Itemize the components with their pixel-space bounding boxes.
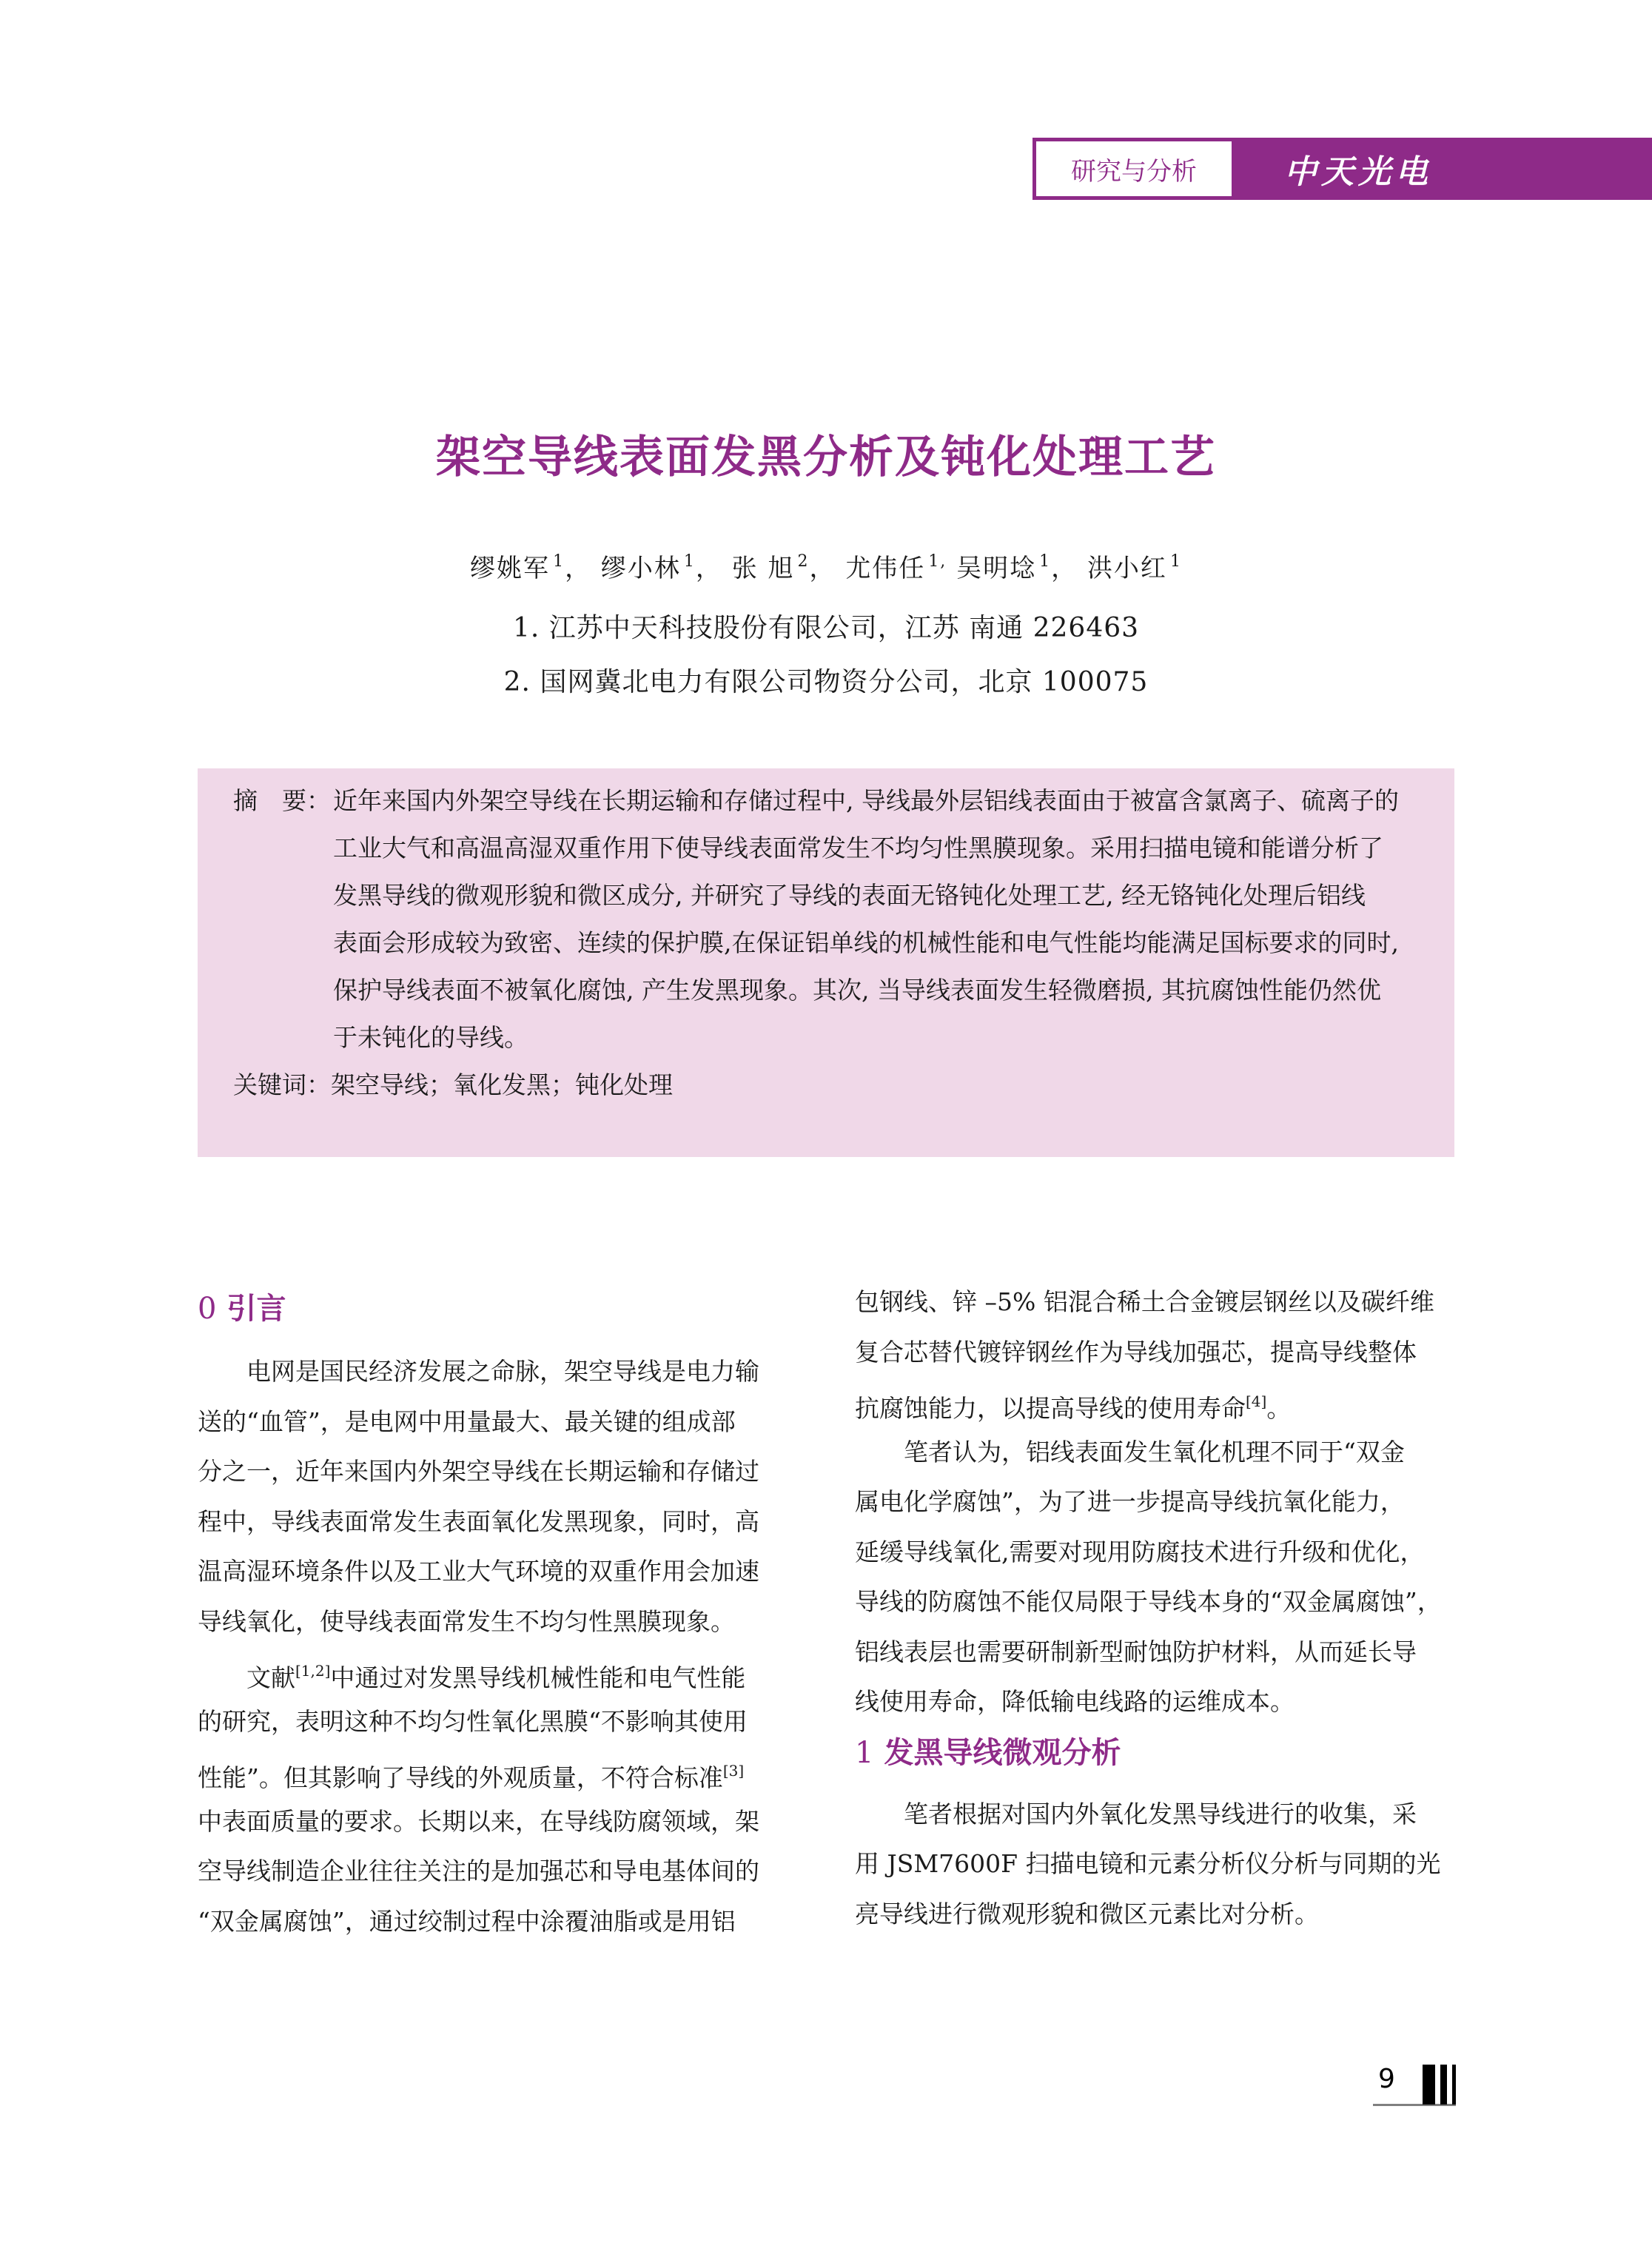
keywords-text: 架空导线；氧化发黑；钝化处理	[331, 1070, 673, 1099]
author: 缪小林 $^1$	[600, 552, 696, 583]
left-column	[198, 1283, 812, 1946]
section-heading-0: 0 引言	[198, 1291, 286, 1326]
footer-bar-icon	[1423, 2065, 1435, 2105]
author-list: 缪姚军 $^1$， 缪小林 $^1$， 张 旭 $^2$， 尤伟任 $^{1,}$ 吴明埝 $^1$， 洪小红 $^1$	[470, 552, 1182, 583]
author: 尤伟任 $^{1,}$	[845, 552, 947, 583]
abstract-text: 近年来国内外架空导线在长期运输和存储过程中, 导线最外层铝线表面由于被富含氯离子、硫离子的 工业大气和高温高湿双重作用下使导线表面常发生不均匀性黑膜现象。采用扫描电镜和能谱分析了 发黑导线的微观形貌和微区成分, 并研究了导线的表面无铬钝化处理工艺, 经无铬钝化处理后铝线 表面会形成较为致密、连续的保护膜,在保证铝单线的机械性能和电气性能均能满足国标要求的同时, 保护导线表面不被氧化腐蚀, 产生发黑现象。其次, 当导线表面发生轻微磨损, 其抗腐蚀性能仍然优 于未钝化的导线。	[333, 786, 1399, 1052]
author: 洪小红 $^1$	[1087, 552, 1182, 583]
right-column	[855, 1277, 1469, 1939]
footer-bar-icon	[1452, 2065, 1456, 2105]
keywords-label: 关键词：	[233, 1070, 331, 1099]
abstract-box	[198, 768, 1454, 1157]
paragraph-continued: 包钢线、锌 –5% 铝混合稀土合金镀层钢丝以及碳纤维 复合芯替代镀锌钢丝作为导线加强芯，提高导线整体 抗腐蚀能力，以提高导线的使用寿命[4]。	[855, 1287, 1434, 1423]
section-label: 研究与分析	[1034, 139, 1234, 198]
paragraph-intro-1: 电网是国民经济发展之命脉，架空导线是电力输 送的“血管”，是电网中用量最大、最关键的组成部 分之一，近年来国内外架空导线在长期运输和存储过 程中，导线表面常发生表面氧化发黑现象，同时，高 温高湿环境条件以及工业大气环境的双重作用会加速 导线氧化，使导线表面常发生不均匀性黑膜现象。	[198, 1357, 759, 1636]
author: 张 旭 $^2$	[731, 552, 810, 583]
citation: [1,2]	[295, 1662, 331, 1680]
affiliation-2: 2. 国网冀北电力有限公司物资分公司，北京 100075	[503, 667, 1149, 697]
citation: [3]	[722, 1762, 745, 1780]
footer-bar-icon	[1440, 2065, 1447, 2105]
paragraph-analysis: 笔者根据对国内外氧化发黑导线进行的收集，采 用 JSM7600F 扫描电镜和元素分析仪分析与同期的光 亮导线进行微观形貌和微区元素比对分析。	[855, 1799, 1441, 1928]
author: 吴明埝 $^1$	[956, 552, 1052, 583]
section-heading-1: 1 发黑导线微观分析	[855, 1734, 1121, 1770]
citation: [4]	[1246, 1392, 1267, 1410]
page-number: 9	[1378, 2064, 1395, 2094]
brand-logo: 中天光电	[1284, 153, 1432, 191]
paragraph-intro-2: 文献[1,2]中通过对发黑导线机械性能和电气性能 的研究，表明这种不均匀性氧化黑膜“不影响其使用 性能”。但其影响了导线的外观质量，不符合标准[3] 中表面质量的要求。长期以来，在导线防腐领域，架 空导线制造企业往往关注的是加强芯和导电基体间的 “双金属腐蚀”，通过绞制过程中涂覆油脂或是用铝	[198, 1662, 759, 1936]
keywords	[233, 1062, 673, 1109]
affiliation-1: 1. 江苏中天科技股份有限公司，江苏 南通 226463	[512, 613, 1140, 643]
article-title: 架空导线表面发黑分析及钝化处理工艺	[436, 432, 1216, 483]
paragraph-author-view: 笔者认为，铝线表面发生氧化机理不同于“双金 属电化学腐蚀”，为了进一步提高导线抗氧化能力， 延缓导线氧化,需要对现用防腐技术进行升级和优化， 导线的防腐蚀不能仅局限于导线本身的“双金属腐蚀”， 铝线表层也需要研制新型耐蚀防护材料，从而延长导 线使用寿命，降低输电线路的运维成本。	[855, 1437, 1442, 1716]
abstract-label: 摘 要：	[233, 786, 331, 815]
author: 缪姚军 $^1$	[470, 552, 565, 583]
